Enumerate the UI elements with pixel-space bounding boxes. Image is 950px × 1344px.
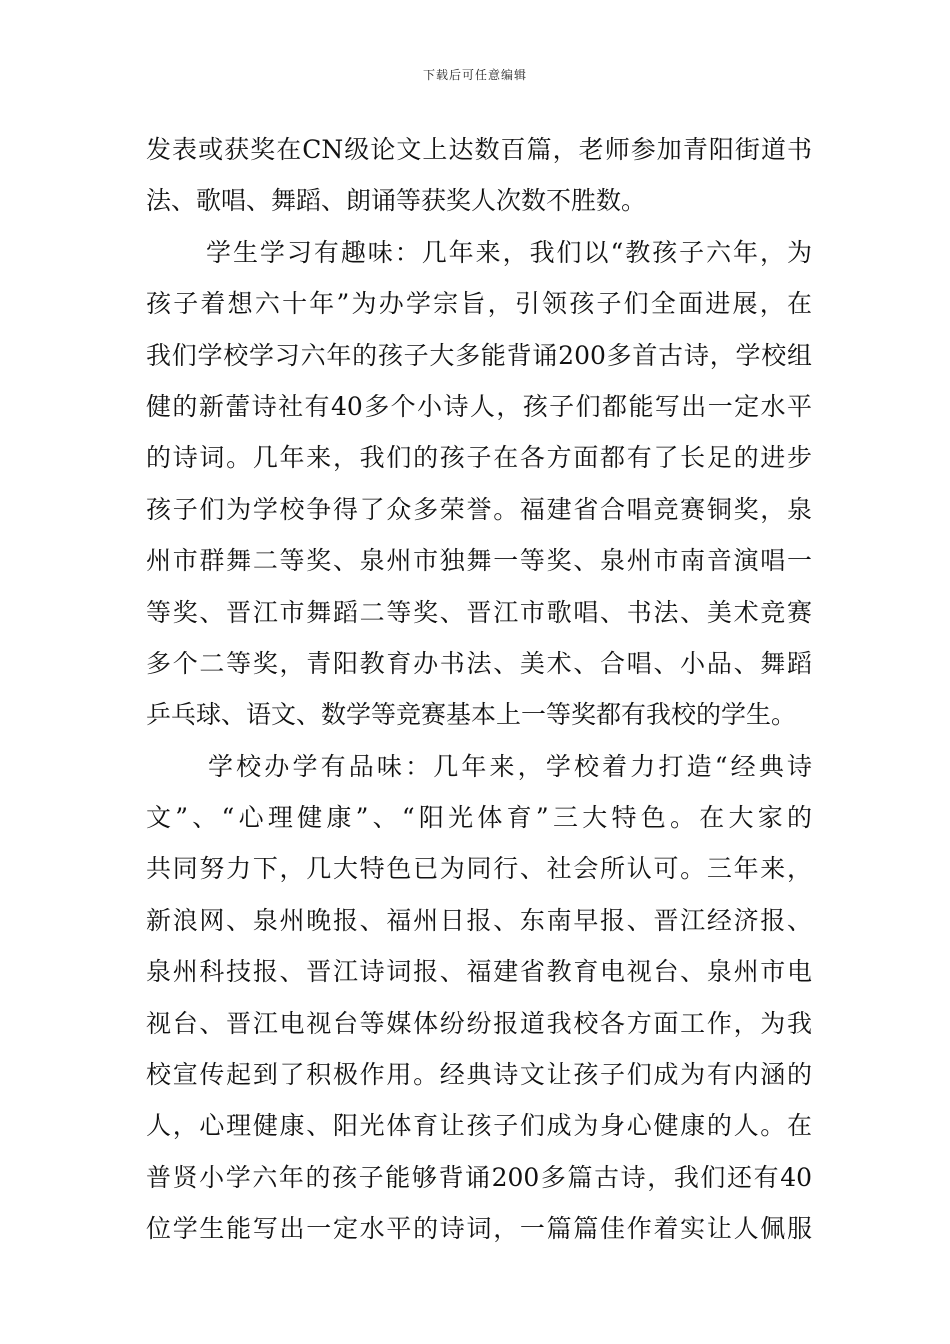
paragraph-line: 法、歌唱、舞蹈、朗诵等获奖人次数不胜数。 xyxy=(146,186,647,216)
paragraph-line: 文”、“心理健康”、“阳光体育”三大特色。在大家的 xyxy=(146,803,812,833)
paragraph-line: 发表或获奖在CN级论文上达数百篇，老师参加青阳街道书 xyxy=(146,135,812,164)
paragraph-line: 新浪网、泉州晚报、福州日报、东南早报、晋江经济报、 xyxy=(146,905,812,935)
paragraph-line: 泉州科技报、晋江诗词报、福建省教育电视台、泉州市电 xyxy=(146,957,812,987)
paragraph-line: 州市群舞二等奖、泉州市独舞一等奖、泉州市南音演唱一 xyxy=(146,546,812,576)
paragraph-line: 孩子们为学校争得了众多荣誉。福建省合唱竞赛铜奖，泉 xyxy=(146,494,812,524)
paragraph-line: 普贤小学六年的孩子能够背诵200多篇古诗，我们还有40 xyxy=(146,1162,812,1192)
paragraph-line: 学生学习有趣味：几年来，我们以“教孩子六年，为 xyxy=(206,237,812,267)
paragraph-line: 孩子着想六十年”为办学宗旨，引领孩子们全面进展，在 xyxy=(146,289,812,319)
paragraph-line: 校宣传起到了积极作用。经典诗文让孩子们成为有内涵的 xyxy=(146,1060,812,1090)
paragraph-line: 共同努力下，几大特色已为同行、社会所认可。三年来， xyxy=(146,854,812,884)
paragraph-line: 学校办学有品味：几年来，学校着力打造“经典诗 xyxy=(208,751,812,781)
paragraph-line: 我们学校学习六年的孩子大多能背诵200多首古诗，学校组 xyxy=(146,340,812,370)
paragraph-line: 等奖、晋江市舞蹈二等奖、晋江市歌唱、书法、美术竞赛 xyxy=(146,597,812,627)
paragraph-line: 多个二等奖，青阳教育办书法、美术、合唱、小品、舞蹈 xyxy=(146,648,812,678)
paragraph-line: 视台、晋江电视台等媒体纷纷报道我校各方面工作，为我 xyxy=(146,1008,812,1038)
paragraph-line: 的诗词。几年来，我们的孩子在各方面都有了长足的进步 xyxy=(146,443,812,473)
page-header-note: 下载后可任意编辑 xyxy=(422,68,527,82)
paragraph-line: 健的新蕾诗社有40多个小诗人，孩子们都能写出一定水平 xyxy=(146,391,812,421)
document-body xyxy=(146,124,812,1255)
paragraph-line: 人，心理健康、阳光体育让孩子们成为身心健康的人。在 xyxy=(146,1111,812,1141)
paragraph-line: 位学生能写出一定水平的诗词，一篇篇佳作着实让人佩服 xyxy=(146,1214,812,1244)
paragraph-line: 乒乓球、语文、数学等竞赛基本上一等奖都有我校的学生。 xyxy=(146,700,797,730)
